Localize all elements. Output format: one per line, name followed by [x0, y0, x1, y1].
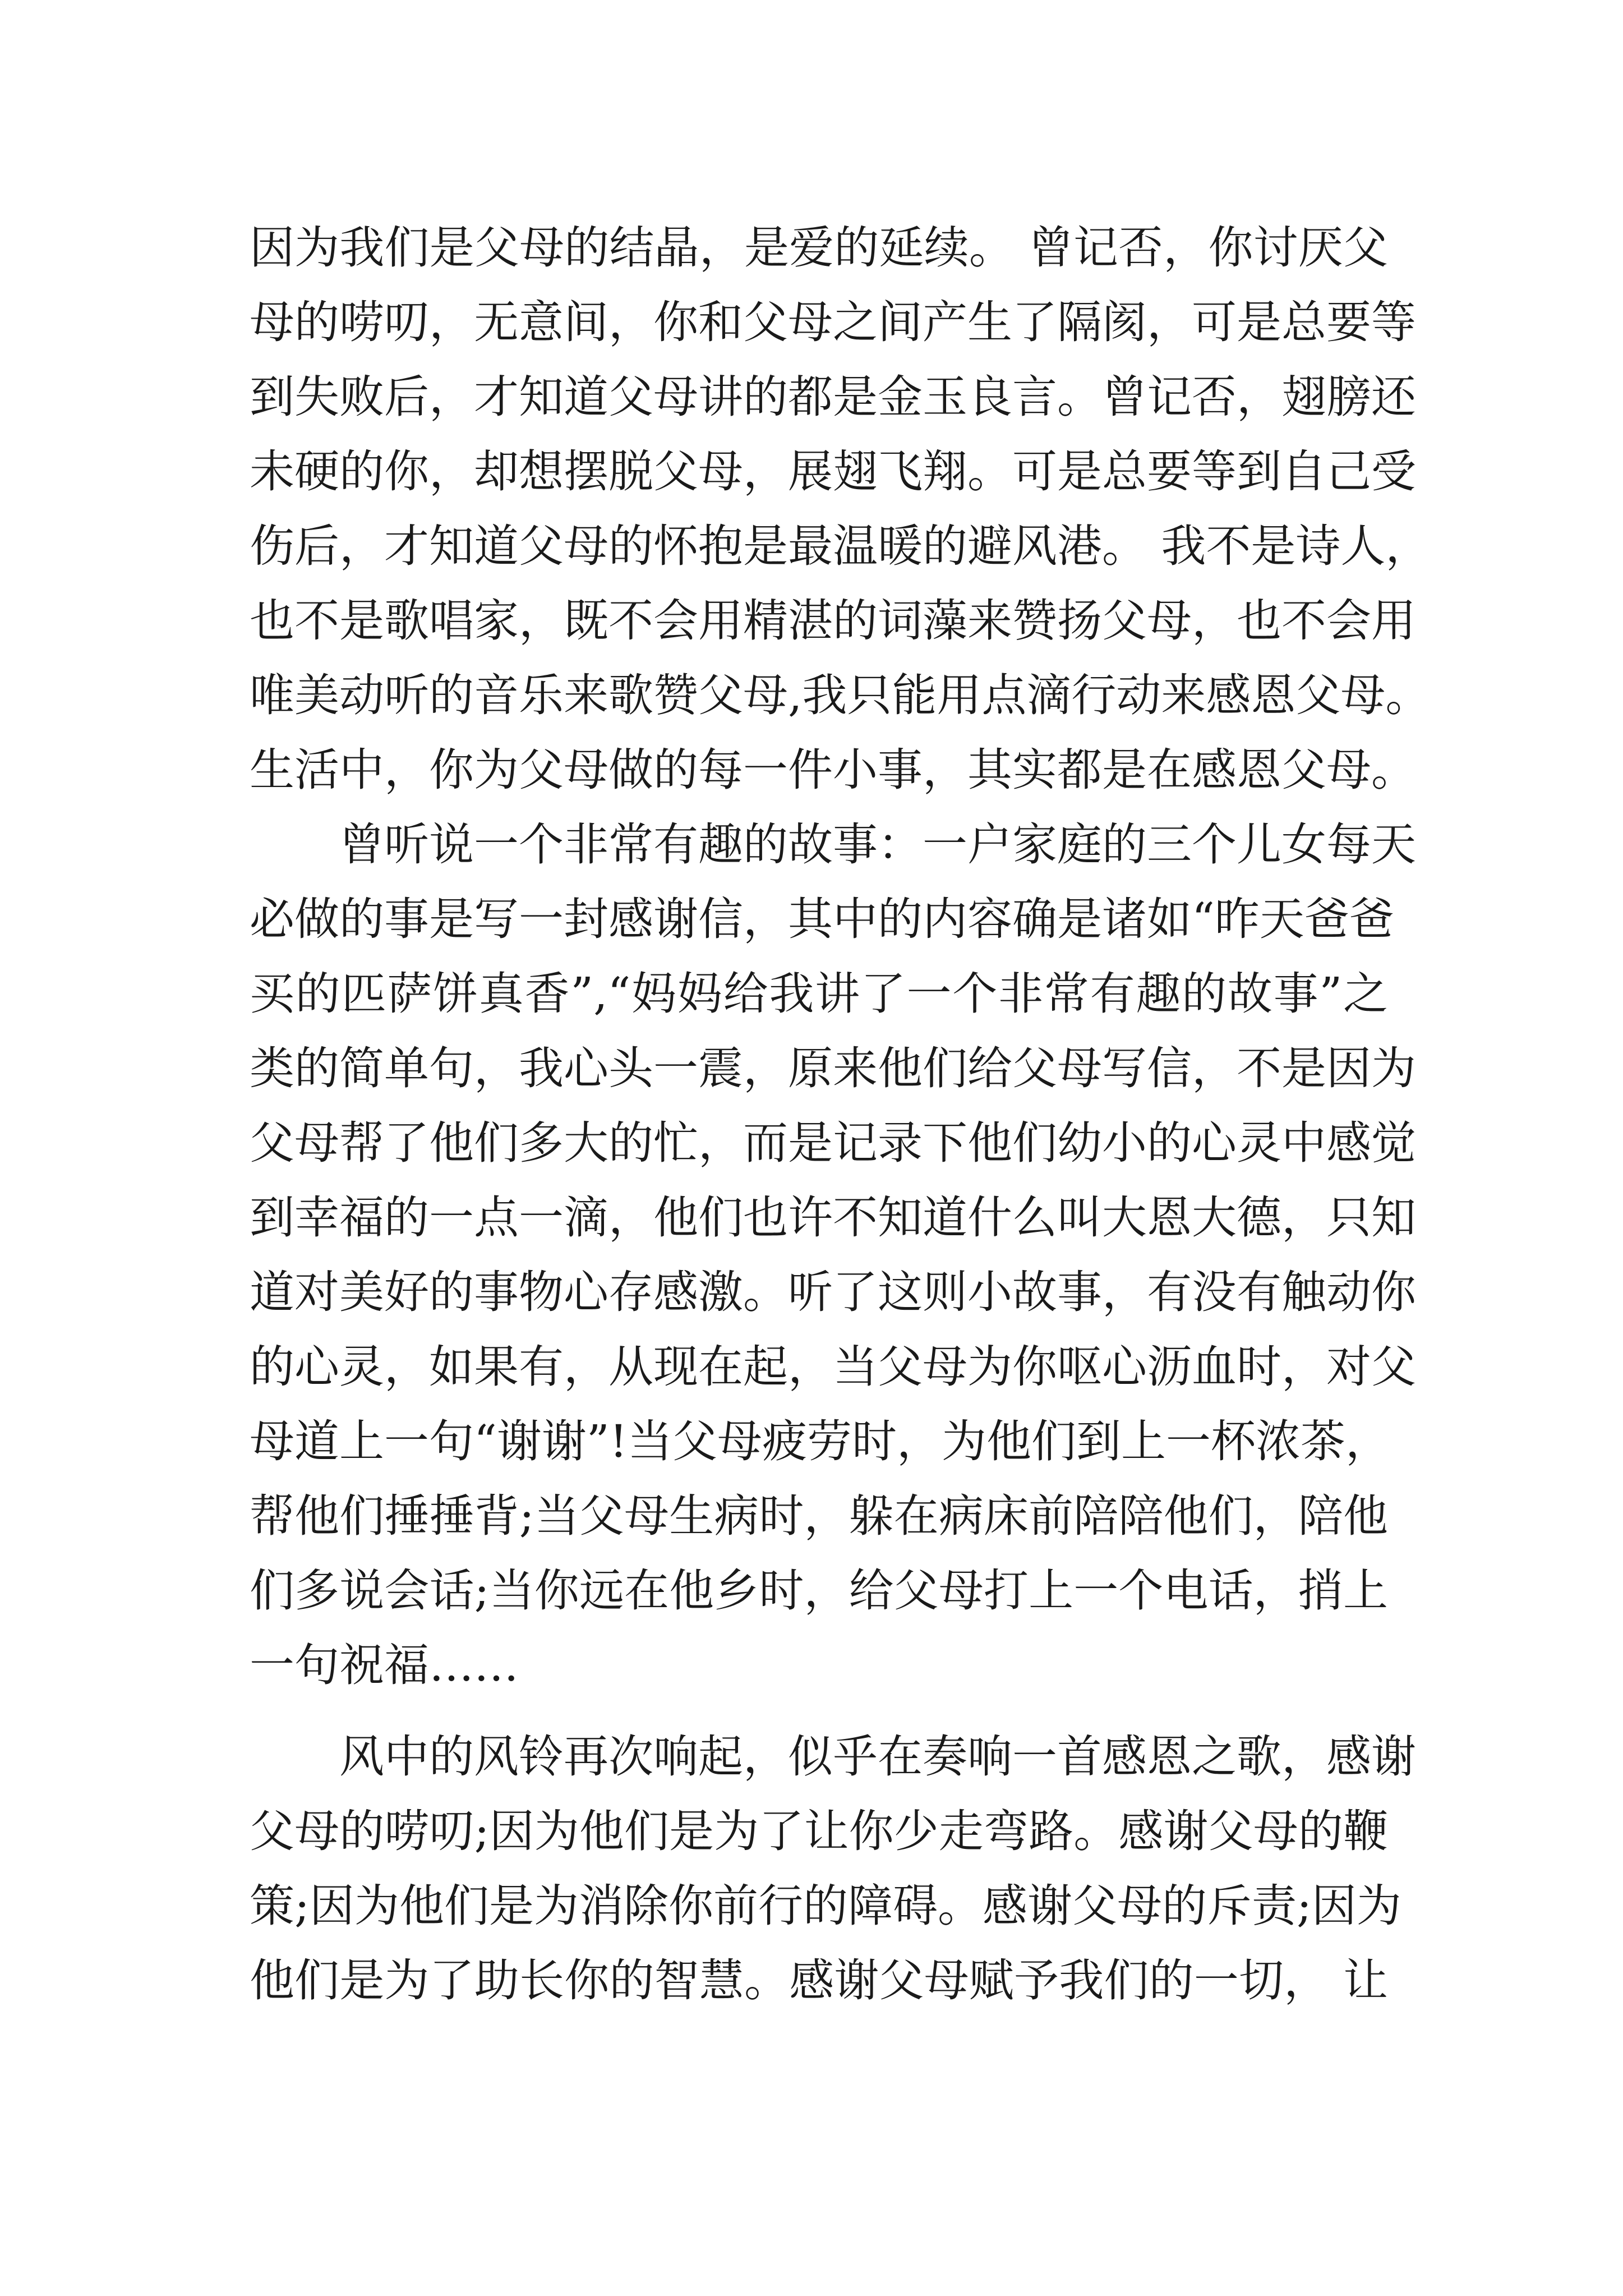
text-line: 生活中，你为父母做的每一件小事，其实都是在感恩父母。	[250, 744, 1416, 796]
text-line: 们多说会话;当你远在他乡时，给父母打上一个电话，捎上	[250, 1565, 1388, 1617]
text-line: 到幸福的一点一滴，他们也许不知道什么叫大恩大德，只知	[250, 1191, 1416, 1244]
text-line: 道对美好的事物心存感激。听了这则小故事，有没有触动你	[250, 1266, 1416, 1318]
text-line: 买的匹萨饼真香”,“妈妈给我讲了一个非常有趣的故事”之	[250, 968, 1388, 1020]
text-line: 伤后，才知道父母的怀抱是最温暖的避风港。 我不是诗人，	[250, 520, 1431, 572]
text-line: 曾听说一个非常有趣的故事：一户家庭的三个儿女每天	[339, 818, 1416, 871]
text-line: 唯美动听的音乐来歌赞父母,我只能用点滴行动来感恩父母。	[250, 669, 1431, 721]
text-line: 类的简单句，我心头一震，原来他们给父母写信，不是因为	[250, 1042, 1416, 1094]
text-line: 风中的风铃再次响起，似乎在奏响一首感恩之歌，感谢	[339, 1731, 1416, 1783]
text-line: 一句祝福……	[250, 1639, 519, 1691]
text-line: 他们是为了助长你的智慧。感谢父母赋予我们的一切， 让	[250, 1954, 1388, 2007]
text-line: 策;因为他们是为消除你前行的障碍。感谢父母的斥责;因为	[250, 1880, 1401, 1932]
text-line: 也不是歌唱家，既不会用精湛的词藻来赞扬父母，也不会用	[250, 595, 1416, 647]
text-line: 母的唠叨，无意间，你和父母之间产生了隔阂，可是总要等	[250, 296, 1416, 348]
text-line: 到失败后，才知道父母讲的都是金玉良言。曾记否，翅膀还	[250, 371, 1416, 423]
text-line: 的心灵，如果有，从现在起，当父母为你呕心沥血时，对父	[250, 1341, 1416, 1393]
text-line: 帮他们捶捶背;当父母生病时，躲在病床前陪陪他们，陪他	[250, 1490, 1388, 1542]
text-line: 母道上一句“谢谢”!当父母疲劳时，为他们到上一杯浓茶，	[250, 1415, 1390, 1467]
text-line: 未硬的你，却想摆脱父母，展翅飞翔。可是总要等到自己受	[250, 445, 1416, 498]
paragraph-gap	[250, 1703, 1388, 1719]
body-text	[250, 210, 1431, 2018]
text-line: 父母的唠叨;因为他们是为了让你少走弯路。感谢父母的鞭	[250, 1805, 1388, 1857]
text-line: 父母帮了他们多大的忙，而是记录下他们幼小的心灵中感觉	[250, 1117, 1416, 1169]
text-line: 因为我们是父母的结晶，是爱的延续。 曾记否，你讨厌父	[250, 222, 1388, 274]
text-line: 必做的事是写一封感谢信，其中的内容确是诸如“昨天爸爸	[250, 893, 1394, 945]
